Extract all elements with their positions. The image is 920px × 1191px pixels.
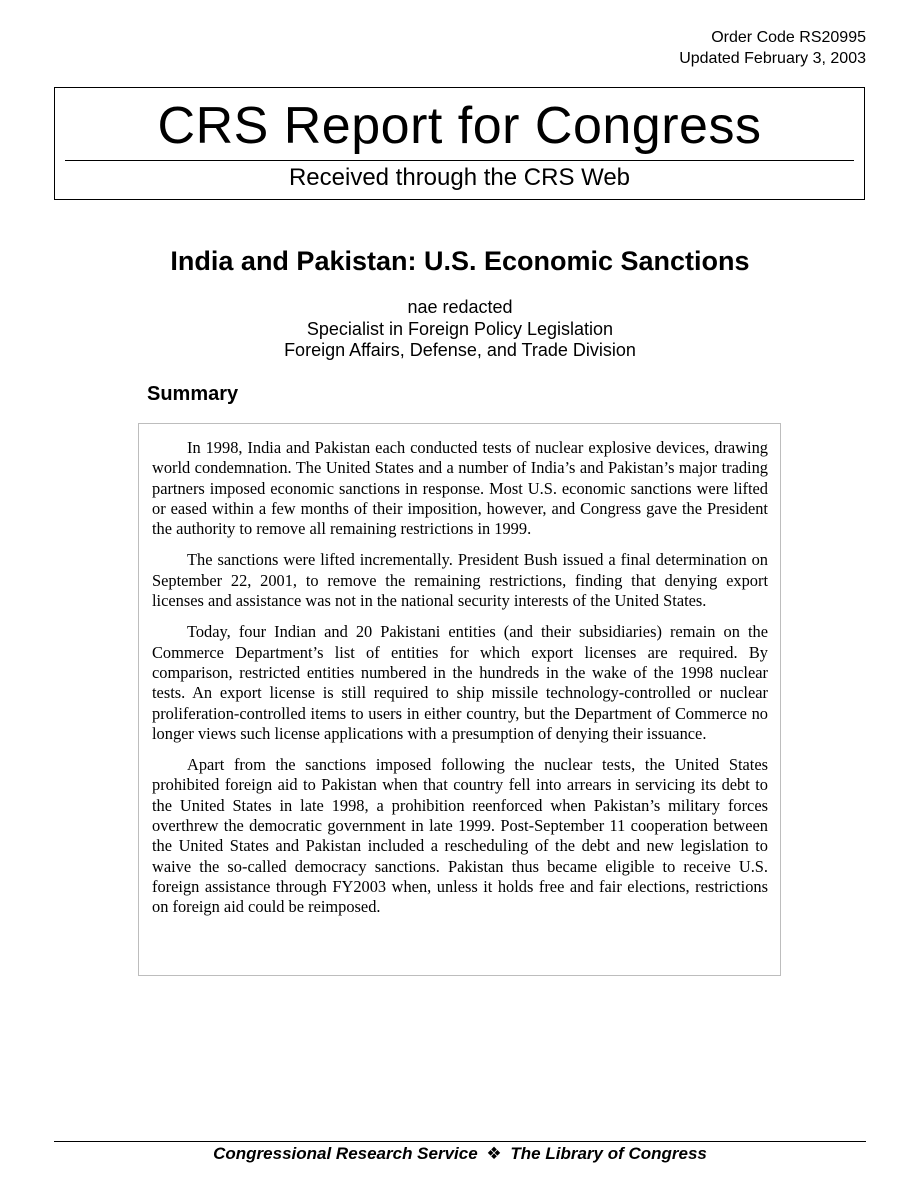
updated-date: Updated February 3, 2003 [679,50,866,67]
summary-paragraph: In 1998, India and Pakistan each conducted tests of nuclear explosive devices, drawing world condemnation. The United States and a number of India’s and Pakistan’s major trading partners imposed economic sanctions in response. Most U.S. economic sanctions were lifted or eased within a few months of their imposition, however, and Congress gave the President the authority to remove all remaining restrictions in 1999. [152,438,768,539]
summary-heading: Summary [147,383,239,405]
author-division: Foreign Affairs, Defense, and Trade Division [284,340,636,360]
banner-title: CRS Report for Congress [157,97,762,155]
footer-divider [54,1141,866,1142]
author-name: nae redacted [407,297,513,317]
summary-paragraph: Today, four Indian and 20 Pakistani entities (and their subsidiaries) remain on the Commerce Department’s list of entities for which export licenses are required. By comparison, restricted entities numbered in the hundreds in the wake of the 1998 nuclear tests. An export license is still required to ship missile technology-controlled or nuclear proliferation-controlled items to users in either country, but the Department of Commerce no longer views such license applications with a presumption of denying their issuance. [152,622,768,743]
banner-divider [65,160,854,161]
order-info [679,27,866,69]
summary-paragraph: Apart from the sanctions imposed following the nuclear tests, the United States prohibited foreign aid to Pakistan when that country fell into arrears in servicing its debt to the United States in late 1998, a prohibition reenforced when Pakistan’s military forces overthrew the democratic government in late 1999. Post-September 11 cooperation between the United States and Pakistan included a rescheduling of the debt and new legislation to waive the so-called democracy sanctions. Pakistan thus became eligible to receive U.S. foreign assistance through FY2003 when, unless it holds free and fair elections, restrictions on foreign aid could be reimposed. [152,755,768,917]
summary-box [138,423,781,976]
footer [0,1143,920,1165]
summary-paragraph: The sanctions were lifted incrementally. President Bush issued a final determination on September 22, 2001, to remove the remaining restrictions, finding that denying export licenses and assistance was not in the national security interests of the United States. [152,550,768,611]
banner-subtitle: Received through the CRS Web [288,164,631,191]
order-code: Order Code RS20995 [711,29,866,46]
author-position: Specialist in Foreign Policy Legislation [306,318,614,339]
footer-org: Congressional Research Service [213,1144,478,1163]
report-title: India and Pakistan: U.S. Economic Sanctions [170,246,750,276]
four-diamond-ornament-icon: ❖ [486,1144,502,1163]
crs-banner [54,87,865,200]
footer-library: The Library of Congress [510,1144,707,1163]
author-block [0,297,920,362]
